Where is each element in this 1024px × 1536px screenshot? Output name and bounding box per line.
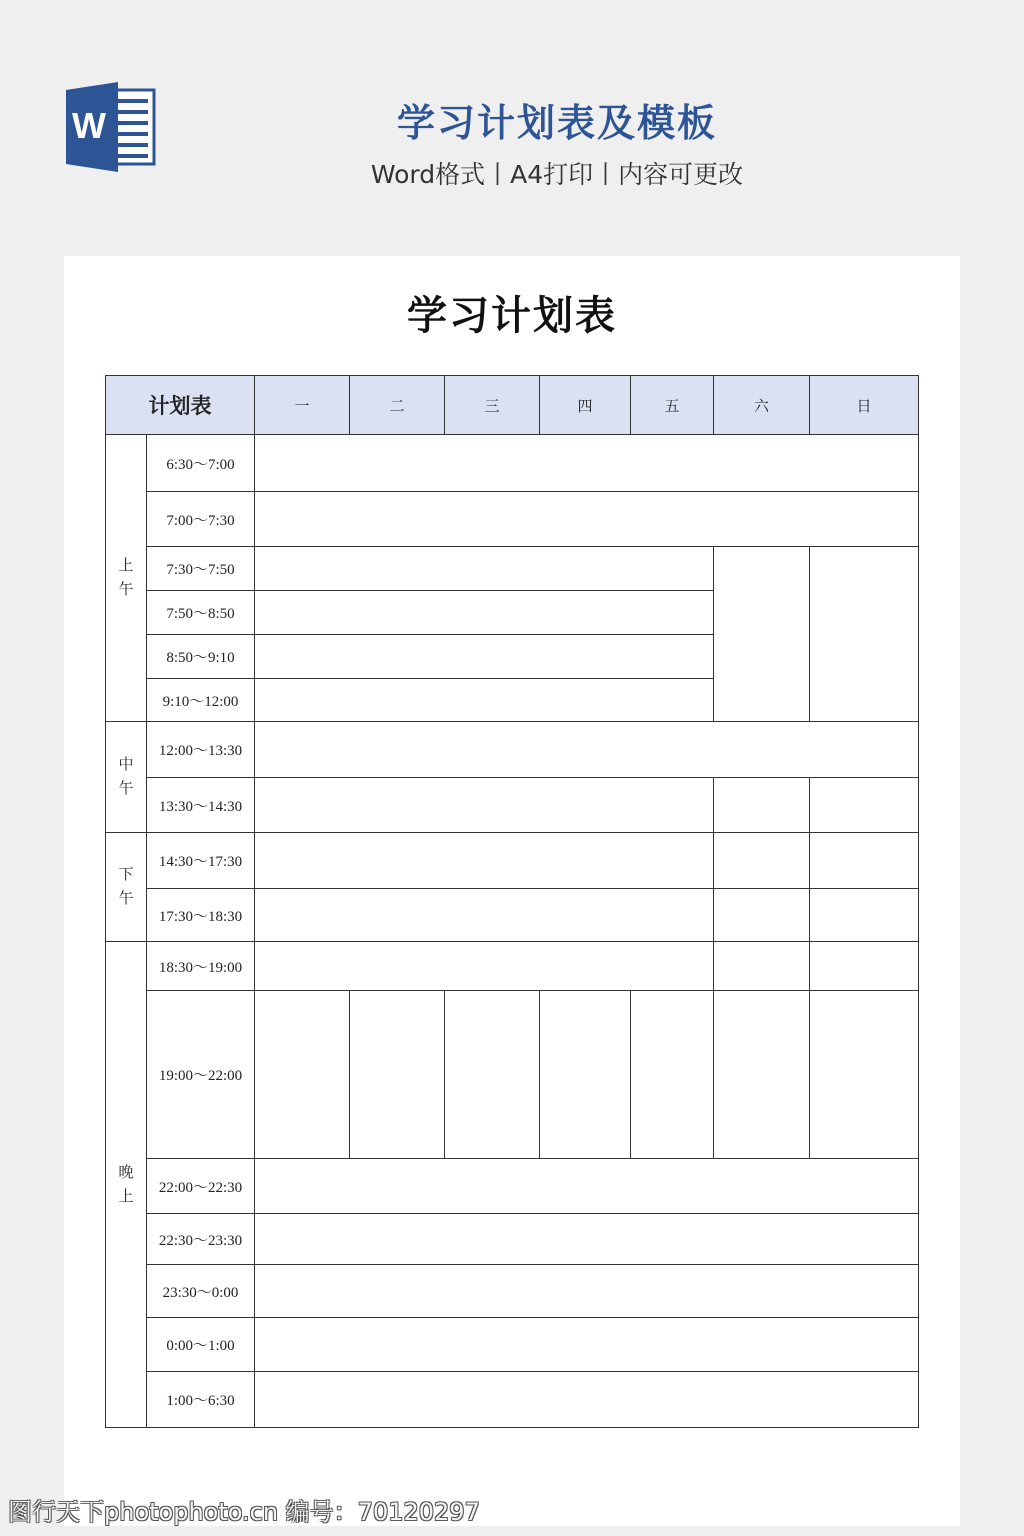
- plan-cell-friday[interactable]: [631, 991, 714, 1159]
- plan-cell[interactable]: [255, 435, 919, 492]
- plan-cell[interactable]: [255, 679, 714, 722]
- plan-cell[interactable]: [255, 833, 714, 889]
- table-row: [106, 722, 919, 778]
- plan-cell[interactable]: [255, 635, 714, 679]
- table-row: [106, 1159, 919, 1214]
- plan-cell[interactable]: [255, 492, 919, 547]
- time-cell: 17:30～18:30: [147, 889, 255, 942]
- banner-subtitle: Word格式丨A4打印丨内容可更改: [370, 160, 744, 189]
- header-day: 二: [350, 376, 445, 435]
- plan-cell[interactable]: [255, 778, 714, 833]
- table-row: [106, 435, 919, 492]
- table-row: [106, 991, 919, 1159]
- word-logo-letter: W: [72, 105, 106, 146]
- banner-title: 学习计划表及模板: [396, 101, 717, 145]
- document-title: 学习计划表: [407, 292, 617, 339]
- plan-cell[interactable]: [255, 722, 919, 778]
- time-cell: 22:00～22:30: [147, 1159, 255, 1214]
- plan-cell-saturday[interactable]: [714, 991, 810, 1159]
- table-row: [106, 833, 919, 889]
- plan-cell-sunday[interactable]: [810, 991, 919, 1159]
- plan-cell-sunday[interactable]: [810, 833, 919, 889]
- plan-cell-monday[interactable]: [255, 991, 350, 1159]
- plan-cell-thursday[interactable]: [540, 991, 631, 1159]
- plan-cell[interactable]: [255, 1372, 919, 1428]
- table-row: [106, 1214, 919, 1265]
- plan-cell-wednesday[interactable]: [445, 991, 540, 1159]
- header-corner: 计划表: [106, 376, 255, 435]
- header-day: 三: [445, 376, 540, 435]
- header-day: 一: [255, 376, 350, 435]
- time-cell: 1:00～6:30: [147, 1372, 255, 1428]
- plan-cell-saturday[interactable]: [714, 942, 810, 991]
- period-text: 中 午: [118, 757, 134, 797]
- watermark: 图行天下photophoto.cn 编号：70120297: [8, 1498, 480, 1526]
- table-row: [106, 1372, 919, 1428]
- plan-cell-saturday[interactable]: [714, 547, 810, 722]
- plan-cell-sunday[interactable]: [810, 778, 919, 833]
- plan-cell[interactable]: [255, 889, 714, 942]
- time-cell: 7:30～7:50: [147, 547, 255, 591]
- time-cell: 14:30～17:30: [147, 833, 255, 889]
- plan-cell-sunday[interactable]: [810, 889, 919, 942]
- time-cell: 13:30～14:30: [147, 778, 255, 833]
- period-label-noon: [106, 722, 147, 833]
- plan-cell-saturday[interactable]: [714, 889, 810, 942]
- time-cell: 7:50～8:50: [147, 591, 255, 635]
- table-row: [106, 942, 919, 991]
- table-header-row: [106, 376, 919, 435]
- table-row: [106, 778, 919, 833]
- plan-cell-saturday[interactable]: [714, 778, 810, 833]
- word-icon: [62, 82, 158, 172]
- plan-cell[interactable]: [255, 1318, 919, 1372]
- header-day: 日: [810, 376, 919, 435]
- header-day: 六: [714, 376, 810, 435]
- plan-cell[interactable]: [255, 942, 714, 991]
- plan-cell-saturday[interactable]: [714, 833, 810, 889]
- table-row: [106, 1265, 919, 1318]
- plan-cell-sunday[interactable]: [810, 942, 919, 991]
- period-text: 下 午: [118, 867, 134, 907]
- time-cell: 0:00～1:00: [147, 1318, 255, 1372]
- time-cell: 23:30～0:00: [147, 1265, 255, 1318]
- header-day: 五: [631, 376, 714, 435]
- period-label-evening: [106, 942, 147, 1428]
- plan-cell-sunday[interactable]: [810, 547, 919, 722]
- study-plan-table: [105, 375, 919, 1428]
- time-cell: 6:30～7:00: [147, 435, 255, 492]
- time-cell: 8:50～9:10: [147, 635, 255, 679]
- plan-cell[interactable]: [255, 1214, 919, 1265]
- plan-cell[interactable]: [255, 547, 714, 591]
- period-text: 上 午: [118, 558, 134, 598]
- time-cell: 19:00～22:00: [147, 991, 255, 1159]
- plan-cell[interactable]: [255, 1265, 919, 1318]
- table-row: [106, 547, 919, 591]
- time-cell: 22:30～23:30: [147, 1214, 255, 1265]
- plan-cell-tuesday[interactable]: [350, 991, 445, 1159]
- table-row: [106, 889, 919, 942]
- period-label-morning: [106, 435, 147, 722]
- time-cell: 7:00～7:30: [147, 492, 255, 547]
- table-row: [106, 492, 919, 547]
- time-cell: 9:10～12:00: [147, 679, 255, 722]
- time-cell: 12:00～13:30: [147, 722, 255, 778]
- period-text: 晚 上: [118, 1164, 134, 1205]
- plan-cell[interactable]: [255, 1159, 919, 1214]
- header-day: 四: [540, 376, 631, 435]
- period-label-afternoon: [106, 833, 147, 942]
- plan-cell[interactable]: [255, 591, 714, 635]
- time-cell: 18:30～19:00: [147, 942, 255, 991]
- table-row: [106, 1318, 919, 1372]
